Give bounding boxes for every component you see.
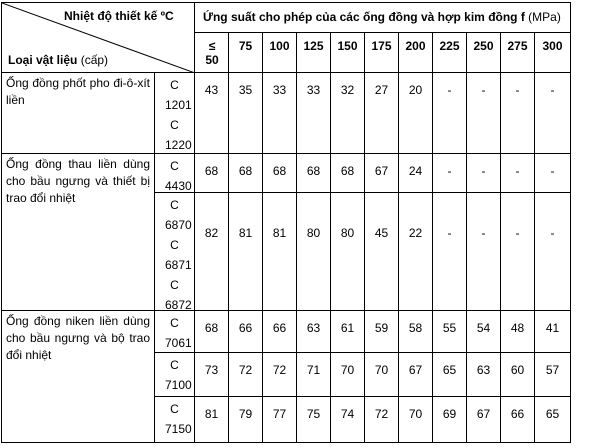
stress-value-cell [330,352,365,397]
stress-value: 65 [545,407,560,421]
stress-value: 63 [306,321,321,335]
stress-value-cell [500,192,535,311]
material-label-grade: (cấp) [77,53,109,67]
grade-cell [154,310,195,353]
stress-value-cell [466,153,501,193]
stress-value-cell [432,153,467,193]
stress-value: 68 [306,164,321,178]
stress-value: 41 [545,321,560,335]
temperature-header-cell [296,32,331,73]
stress-value: - [515,83,520,97]
stress-value-cell [432,352,467,397]
stress-value-cell [500,352,535,397]
stress-value: 82 [204,226,219,240]
stress-value-cell [228,396,263,443]
stress-value-cell [194,352,229,397]
temperature-header-cell [398,32,433,73]
stress-value-cell [398,352,433,397]
stress-value: 68 [340,164,355,178]
stress-value-cell [330,192,365,311]
stress-value: 67 [408,363,423,377]
stress-value: 57 [545,363,560,377]
material-cell [1,153,155,311]
stress-value-cell [296,396,331,443]
stress-value-cell [330,396,365,443]
stress-value: 43 [204,83,219,97]
stress-value-cell [398,310,433,353]
stress-value-cell [364,352,399,397]
stress-value: 74 [340,407,355,421]
stress-value-cell [364,72,399,154]
temperature-header: 75 [238,39,253,53]
stress-value-cell [534,72,571,154]
stress-value: 71 [306,363,321,377]
stress-value-cell [228,192,263,311]
stress-value: 66 [238,321,253,335]
stress-value-cell [330,310,365,353]
stress-value: 66 [510,407,525,421]
stress-value-cell [466,192,501,311]
material-label-bold: Loại vật liệu [8,53,78,67]
material-cell [1,310,155,443]
stress-value: - [447,226,452,240]
stress-value-cell [534,352,571,397]
stress-value: 67 [476,407,491,421]
grade-code: C 4430 [165,159,192,193]
stress-value: 69 [442,407,457,421]
stress-value: 59 [374,321,389,335]
material-name: Ống đồng phốt pho đi-ô-xít liền [6,76,150,107]
temperature-header: 125 [303,39,324,53]
stress-value-cell [194,72,229,154]
stress-value-cell [262,310,297,353]
stress-value: - [515,164,520,178]
grade-cell [154,192,195,311]
stress-value-cell [364,153,399,193]
stress-value: 81 [272,226,287,240]
stress-value-cell [398,153,433,193]
stress-value-cell [466,310,501,353]
stress-unit: (MPa) [524,10,561,24]
stress-value: 68 [204,164,219,178]
stress-value-cell [466,396,501,443]
stress-value-cell [398,192,433,311]
grade-cell [154,72,195,154]
stress-value-cell [194,192,229,311]
design-temperature-label: Nhiệt độ thiết kế ºC [64,9,174,23]
stress-value: 81 [204,407,219,421]
stress-value: 54 [476,321,491,335]
stress-value: 48 [510,321,525,335]
stress-value: - [550,83,555,97]
stress-value-cell [296,310,331,353]
stress-value: 20 [408,83,423,97]
stress-value-cell [296,352,331,397]
temperature-header-cell [330,32,365,73]
stress-value: 55 [442,321,457,335]
stress-value-cell [228,153,263,193]
temperature-header-cell [262,32,297,73]
temperature-header: 225 [439,39,460,53]
stress-value-cell [330,72,365,154]
stress-value-cell [466,72,501,154]
stress-value: 33 [306,83,321,97]
stress-value-cell [432,310,467,353]
temperature-header-cell [534,32,571,73]
stress-value-cell [534,396,571,443]
stress-value: - [447,83,452,97]
stress-value-cell [262,153,297,193]
stress-value: 70 [408,407,423,421]
temperature-header-cell [364,32,399,73]
stress-value-cell [194,153,229,193]
stress-value: - [515,226,520,240]
stress-value-cell [398,396,433,443]
stress-value: 81 [238,226,253,240]
temperature-header: ≤ 50 [205,39,219,67]
stress-value-cell [432,192,467,311]
grade-cell [154,153,195,193]
stress-value: 72 [374,407,389,421]
material-name: Ống đồng niken liền dùng cho bầu ngưng và bộ trao đổi nhiệt [6,314,150,362]
material-label [8,53,108,67]
stress-value: 73 [204,363,219,377]
stress-value-cell [296,153,331,193]
temperature-header-cell [228,32,263,73]
stress-value-cell [194,310,229,353]
stress-value-cell [228,310,263,353]
stress-value: - [481,164,486,178]
stress-value: 67 [374,164,389,178]
stress-value-cell [228,352,263,397]
stress-value: 70 [340,363,355,377]
temperature-header: 150 [337,39,358,53]
stress-value: 66 [272,321,287,335]
stress-title-cell [194,2,571,33]
stress-value-cell [466,352,501,397]
temperature-header: 200 [405,39,426,53]
header-diagonal-cell [1,2,195,73]
stress-value-cell [534,192,571,311]
stress-value: - [447,164,452,178]
temperature-header-cell [194,32,229,73]
stress-value-cell [262,72,297,154]
grade-cell [154,352,195,397]
stress-value: 45 [374,226,389,240]
stress-value: 77 [272,407,287,421]
stress-value-cell [534,153,571,193]
stress-title-bold: Ứng suất cho phép của các ống đồng và hợp kim đồng f [203,10,525,24]
temperature-header: 300 [542,39,563,53]
stress-value-cell [364,192,399,311]
temperature-header-cell [432,32,467,73]
temperature-header: 250 [473,39,494,53]
stress-value: 72 [238,363,253,377]
stress-value: 80 [306,226,321,240]
stress-value-cell [330,153,365,193]
stress-value: 65 [442,363,457,377]
grade-cell [154,396,195,443]
grade-code: C 7100 [165,358,192,392]
stress-value: 35 [238,83,253,97]
stress-value: - [550,164,555,178]
stress-value-cell [500,310,535,353]
stress-value: 61 [340,321,355,335]
stress-value: - [481,83,486,97]
stress-value-cell [364,396,399,443]
stress-value-cell [262,396,297,443]
stress-value-cell [534,310,571,353]
stress-value: 22 [408,226,423,240]
stress-value: 27 [374,83,389,97]
stress-value-cell [500,153,535,193]
temperature-header-cell [500,32,535,73]
material-name: Ống đồng thau liền dùng cho bầu ngưng và thiết bị trao đổi nhiệt [6,157,150,205]
stress-value-cell [296,192,331,311]
grade-code: C 1201 C 1220 [165,78,192,152]
stress-value-cell [262,192,297,311]
stress-value: - [481,226,486,240]
stress-value: 33 [272,83,287,97]
stress-value-cell [262,352,297,397]
stress-value-cell [364,310,399,353]
stress-value: - [550,226,555,240]
temperature-header: 175 [371,39,392,53]
stress-value-cell [432,72,467,154]
stress-value: 80 [340,226,355,240]
stress-value-cell [432,396,467,443]
stress-value: 63 [476,363,491,377]
grade-code: C 6870 C 6871 C 6872 [165,198,192,311]
stress-table [2,3,611,443]
stress-value: 79 [238,407,253,421]
stress-value-cell [398,72,433,154]
stress-value-cell [500,72,535,154]
stress-value-cell [228,72,263,154]
stress-value-cell [500,396,535,443]
stress-value-cell [194,396,229,443]
stress-value: 72 [272,363,287,377]
material-cell [1,72,155,154]
stress-value: 58 [408,321,423,335]
temperature-header: 100 [269,39,290,53]
stress-value-cell [296,72,331,154]
temperature-header-cell [466,32,501,73]
stress-value: 68 [272,164,287,178]
stress-title [203,10,561,24]
temperature-header: 275 [507,39,528,53]
stress-value: 68 [204,321,219,335]
grade-code: C 7150 [165,402,192,436]
stress-value: 32 [340,83,355,97]
grade-code: C 7061 [165,316,192,350]
stress-value: 70 [374,363,389,377]
stress-value: 68 [238,164,253,178]
stress-value: 75 [306,407,321,421]
stress-value: 24 [408,164,423,178]
stress-value: 60 [510,363,525,377]
